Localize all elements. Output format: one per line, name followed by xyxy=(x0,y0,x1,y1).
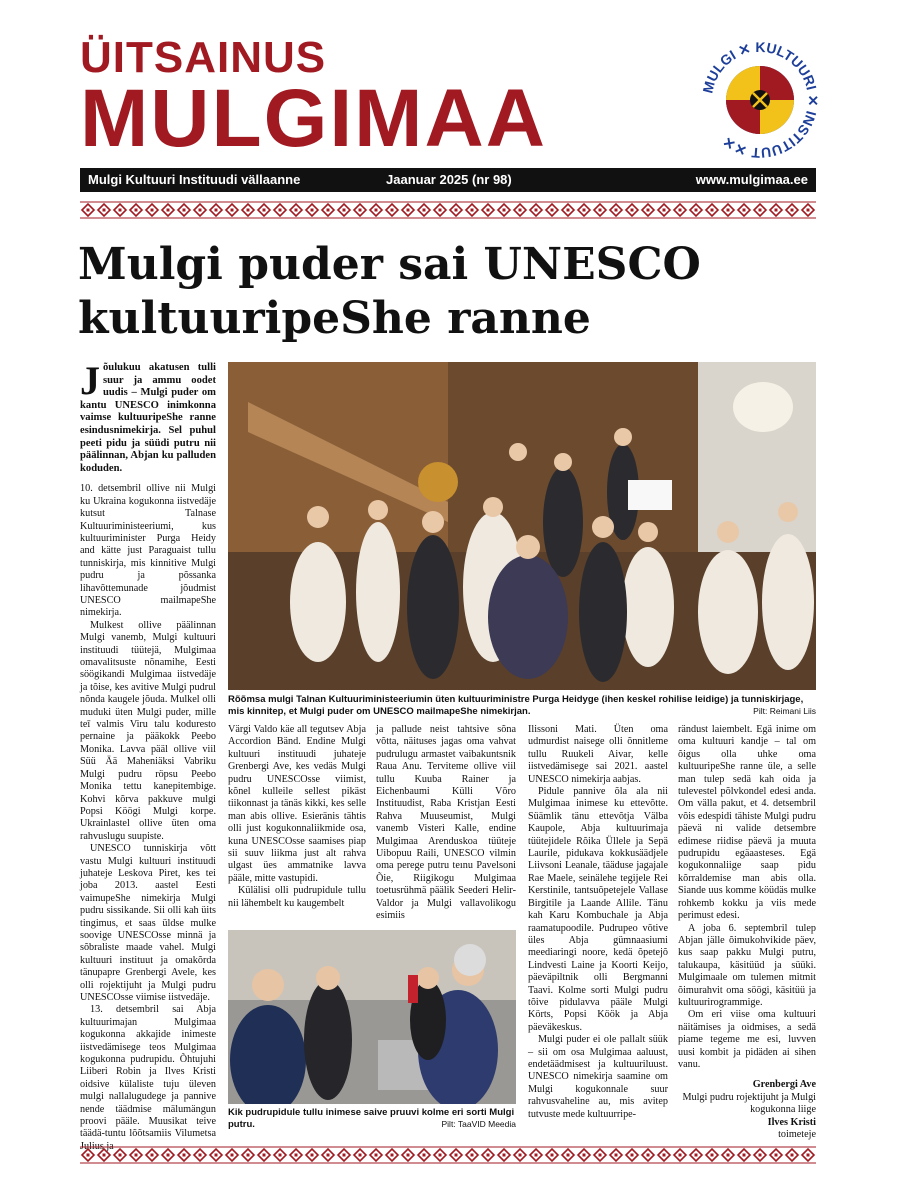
article-headline xyxy=(78,238,818,346)
article-column-3 xyxy=(376,724,516,923)
paragraph: Mulkest ollive päälinnan Mulgi vanemb, Mulgi kultuuri instituudi tüütejä, Mulgimaa omavalitsuste nõnamihe, Eesti söögikandi Mulgimaa iistvedäje ja tõise, kes avitive Mulgi pudrul nõnda kaugele jõuda. Mulkel olli muduki üten Mulgi puder, mille teī valmis Viru talu koduresto pernaine ja pääkokk Peebo Monika. Lavva pääl ollive viil Süü Ää Maheniäksi Vabriku Mulgi pudru röpsu Peebo Monika tettu kanepitembige. Kohvi kõrva pakkuve mulgi Popsi Köögi Mulgi korpe. Ukrainlastel ollive üten oma rahvuslugu suupiste. xyxy=(80,619,216,842)
paragraph: Värgi Valdo käe all tegutsev Abja Accordion Bänd. Endine Mulgi kultuuri instituudi juhateje Grenbergi Ave, kes vedäs Mulgi pudru UNESCOsse viimist, kõnel kulleile sellest pikäst tiikonnast ja tänäs kikki, kes selle man abis ollive. Esieränis tähtis olli just kogukonnaliikmide osa, kuna UNESCOsse saamises piap sii suuv liikma just alt rahva ulgast ües ammatnike lavva pääle, mitte vastupidi. xyxy=(228,724,366,884)
headline-line-1: Mulgi puder sai UNESCO xyxy=(78,239,701,290)
photo1-caption: Rõõmsa mulgi Talnan Kultuuriministeeriumin üten kultuuriministre Purga Heidyge (ihen keskel rohilise leidige) ja tunniskirjage, mis kinnitep, et Mulgi puder om UNESCO mailmapeShe nimekirjan. xyxy=(228,694,804,717)
paragraph: 13. detsembril sai Abja kultuurimajan Mulgimaa kogukonna akkajide inimeste iistvedämisege teos Mulgimaa kogukonna pudrupidu. Õhtujuhi Liiberi Robin ja Ilves Kristi oidsive külaliste tuju üleven mulgi nallalugudege ja pannive nende täädmise mälumängun proovi pääle. Muusikat teive täädä-tuntu lõõtsamiis Vilumetsa xyxy=(80,1004,216,1140)
publisher-label: Mulgi Kultuuri Instituudi vällaanne xyxy=(88,172,301,187)
website-link[interactable]: www.mulgimaa.ee xyxy=(695,172,808,187)
paragraph: Om eri viise oma kultuuri näitämises ja oidmises, a sedä piame tegeme me esi, luvven uusi kombit ja pidäden ai sihen vanu. xyxy=(678,1009,816,1070)
logo-emblem-icon xyxy=(700,40,820,160)
article-column-4 xyxy=(528,724,668,1121)
paragraph: ja pallude neist tahtsive sõna võtta, näituses jagas oma vahvat pudrulugu armastet vaibakuntsnik Raua Anu. Terviteme ollive viil tullu Kuuba Rainer ja Eichenbaumi Külli Võro Instituudist, Raba Kristjan Eesti Rahva Muuseumist, Mulgi vanemb Visteri Kalle, endine Mulgimaa Arenduskoa tüüteje Uibopuu Raili, UNESCO vilmin oma perege putru teınu Pavelsoni Õie, Riigikogu Mulgimaa toetusrühmä päälik Seederi Helir-Valdor ja Mulgi vallavolikogu esimiis xyxy=(376,724,516,922)
author-name: Grenbergi Ave xyxy=(752,1079,816,1091)
author-role: toimeteje xyxy=(778,1129,816,1140)
photo1-credit: Pilt: Reimani Liis xyxy=(753,706,816,716)
paragraph: A joba 6. septembril tulep Abjan jälle õimukohvikide päev, kus saap pakku Mulgi putru, talukaupa, käsitüüd ja süüki. Mulgimaale om tulemen mitmit õimurahvit oma söögi, käsitüü ja kultuurirogrammige. xyxy=(678,922,816,1008)
photo-ministry-group xyxy=(228,362,816,690)
drop-cap: J xyxy=(80,358,100,403)
paragraph: Mulgi puder ei ole pallalt süük – sii om osa Mulgimaa aaluust, endetäädmisest ja kultuuriluust. UNESCO nimekirja saamine om Mulgi kogukonnale suur rahvusvaheline au, mis avitep tutvuste mede kultuurripe- xyxy=(528,1034,668,1120)
article-signature xyxy=(678,1079,816,1141)
ornament-border-top xyxy=(80,201,816,219)
logo-ring-text: MULGI ✕ KULTUURI ✕ INSTITUUT ✕✕ xyxy=(700,40,820,160)
institute-logo xyxy=(700,40,820,160)
photo-porridge-tasting xyxy=(228,930,516,1104)
paragraph: 10. detsembril ollive nii Mulgi ku Ukraina kogukonna iistvedäje kutsut Talnase Kultuuriministeeriumi, kus kultuuriminister Purga Heidy and kätte just Paraguaist tullu tunniskirja, mis kinnitive Mulgi pudru ja põssanka lihavõttemunade jõudmist UNESCO mailmapeShe nimekirja. xyxy=(80,483,216,619)
author-name: Ilves Kristi xyxy=(767,1116,816,1128)
ornament-border-bottom xyxy=(80,1146,816,1164)
photo2-caption: Kik pudrupidule tullu inimese saive pruuvi kolme eri sorti Mulgi putru. xyxy=(228,1107,515,1130)
tasting-photo-image xyxy=(228,930,516,1104)
article-lead xyxy=(80,358,216,475)
lead-text: õulukuu akatusen tulli suur ja ammu oodet uudis – Mulgi puder om kantu UNESCO inimkonna vaimse kultuuripeShe ranne esindusnimekirja. Sel puhul peeti pidu ja süüdi putru nii päälinnan, Abjan ku palluden koduden. xyxy=(80,362,216,474)
issue-date: Jaanuar 2025 (nr 98) xyxy=(386,172,512,187)
photo2-credit: Pilt: TaaVID Meedia xyxy=(441,1119,516,1129)
masthead-info-bar xyxy=(80,168,816,192)
article-column-1 xyxy=(80,358,216,1153)
paragraph: Külälisi olli pudrupidule tullu nii lähembelt ku kaugembelt xyxy=(228,885,366,909)
masthead-title-main: MULGIMAA xyxy=(80,73,547,164)
paragraph: Pidule pannive õla ala nii Mulgimaa inimese ku ettevõtte. Süämlik tänu ettevõtja Välba Kaupole, Abja kultuurimaja tüütejidele Rõika Üllele ja Sepä Laurile, pidukava kokkusäädjele Liivsoni Leanale, tääduse jagajale Rae Maele, seinälehe tegijele Rei Kerstinile, tantsuõpetejele Vallase Birgitile ja Laande Allile. Tänu kah Karu Kombuchale ja Abja raamatupoodile. Pudrupeo võtive üles Abja gümnaasiumi meediaringi noore, kedä õpetejõ Lindvesti Laine ja Koorti Keijo, päeväpiltnik olli Bergmanni Taavi. Kolme sorti Mulgi pudru tõive pidulavva pääle Mulgi Körts, Popsi Köök ja Abja päeväkeskus. xyxy=(528,786,668,1033)
group-photo-image xyxy=(228,362,816,690)
masthead-title-top: ÜITSAINUS xyxy=(80,33,327,82)
paragraph: UNESCO tunniskirja võtt vastu Mulgi kultuuri instituudi juhateje Leskova Piret, kes tei joba 2013. aastel Eesti vaimupeShe nimekirja Mulgi pudru sissikande. Sii olli kah üits tingimus, et saas üldse mulke soovige UNESCOsse minnä ja sõbraliste maade vahel. Mulgi kultuuri instituut ja omakõrda tänupapre Grenbergi Avele, kes olli rojektijuht ja Mulgi pudru UNESCOsse viimise iistvedäje. xyxy=(80,843,216,1003)
paragraph: Ilissoni Mati. Üten oma udmurdist naisege olli õnnitleme tullu Ruukeli Aivar, kelle iistvedämisege sai 2021. aastel UNESCO nimekirja aabjas. xyxy=(528,724,668,785)
paragraph: rändust laiembelt. Egä inime om oma kultuuri kandje – tal om õigus olla uhke oma kultuuripeShe ranne üle, a selle man tulep sedä kah oida ja tulevestel põlvkondel edesi anda. Om välla pakut, et 4. detsembril võis edespidi tähiste Mulgi pudru päevä ni valide detsembre edimese riidise päevä ja muuta pudrupidu egäaasteses. Egä kogukonnaliige saap pidu kõrraldemise man abis olla. Siande uus komme köüdäs mulke rohkemb kokku ja viis mede perimust edesi. xyxy=(678,724,816,922)
article-column-5 xyxy=(678,724,816,1141)
headline-line-2: kultuuripeShe ranne xyxy=(78,293,591,344)
author-role: Mulgi pudru rojektijuht ja Mulgi kogukonna liige xyxy=(682,1091,816,1116)
article-column-2 xyxy=(228,724,366,910)
